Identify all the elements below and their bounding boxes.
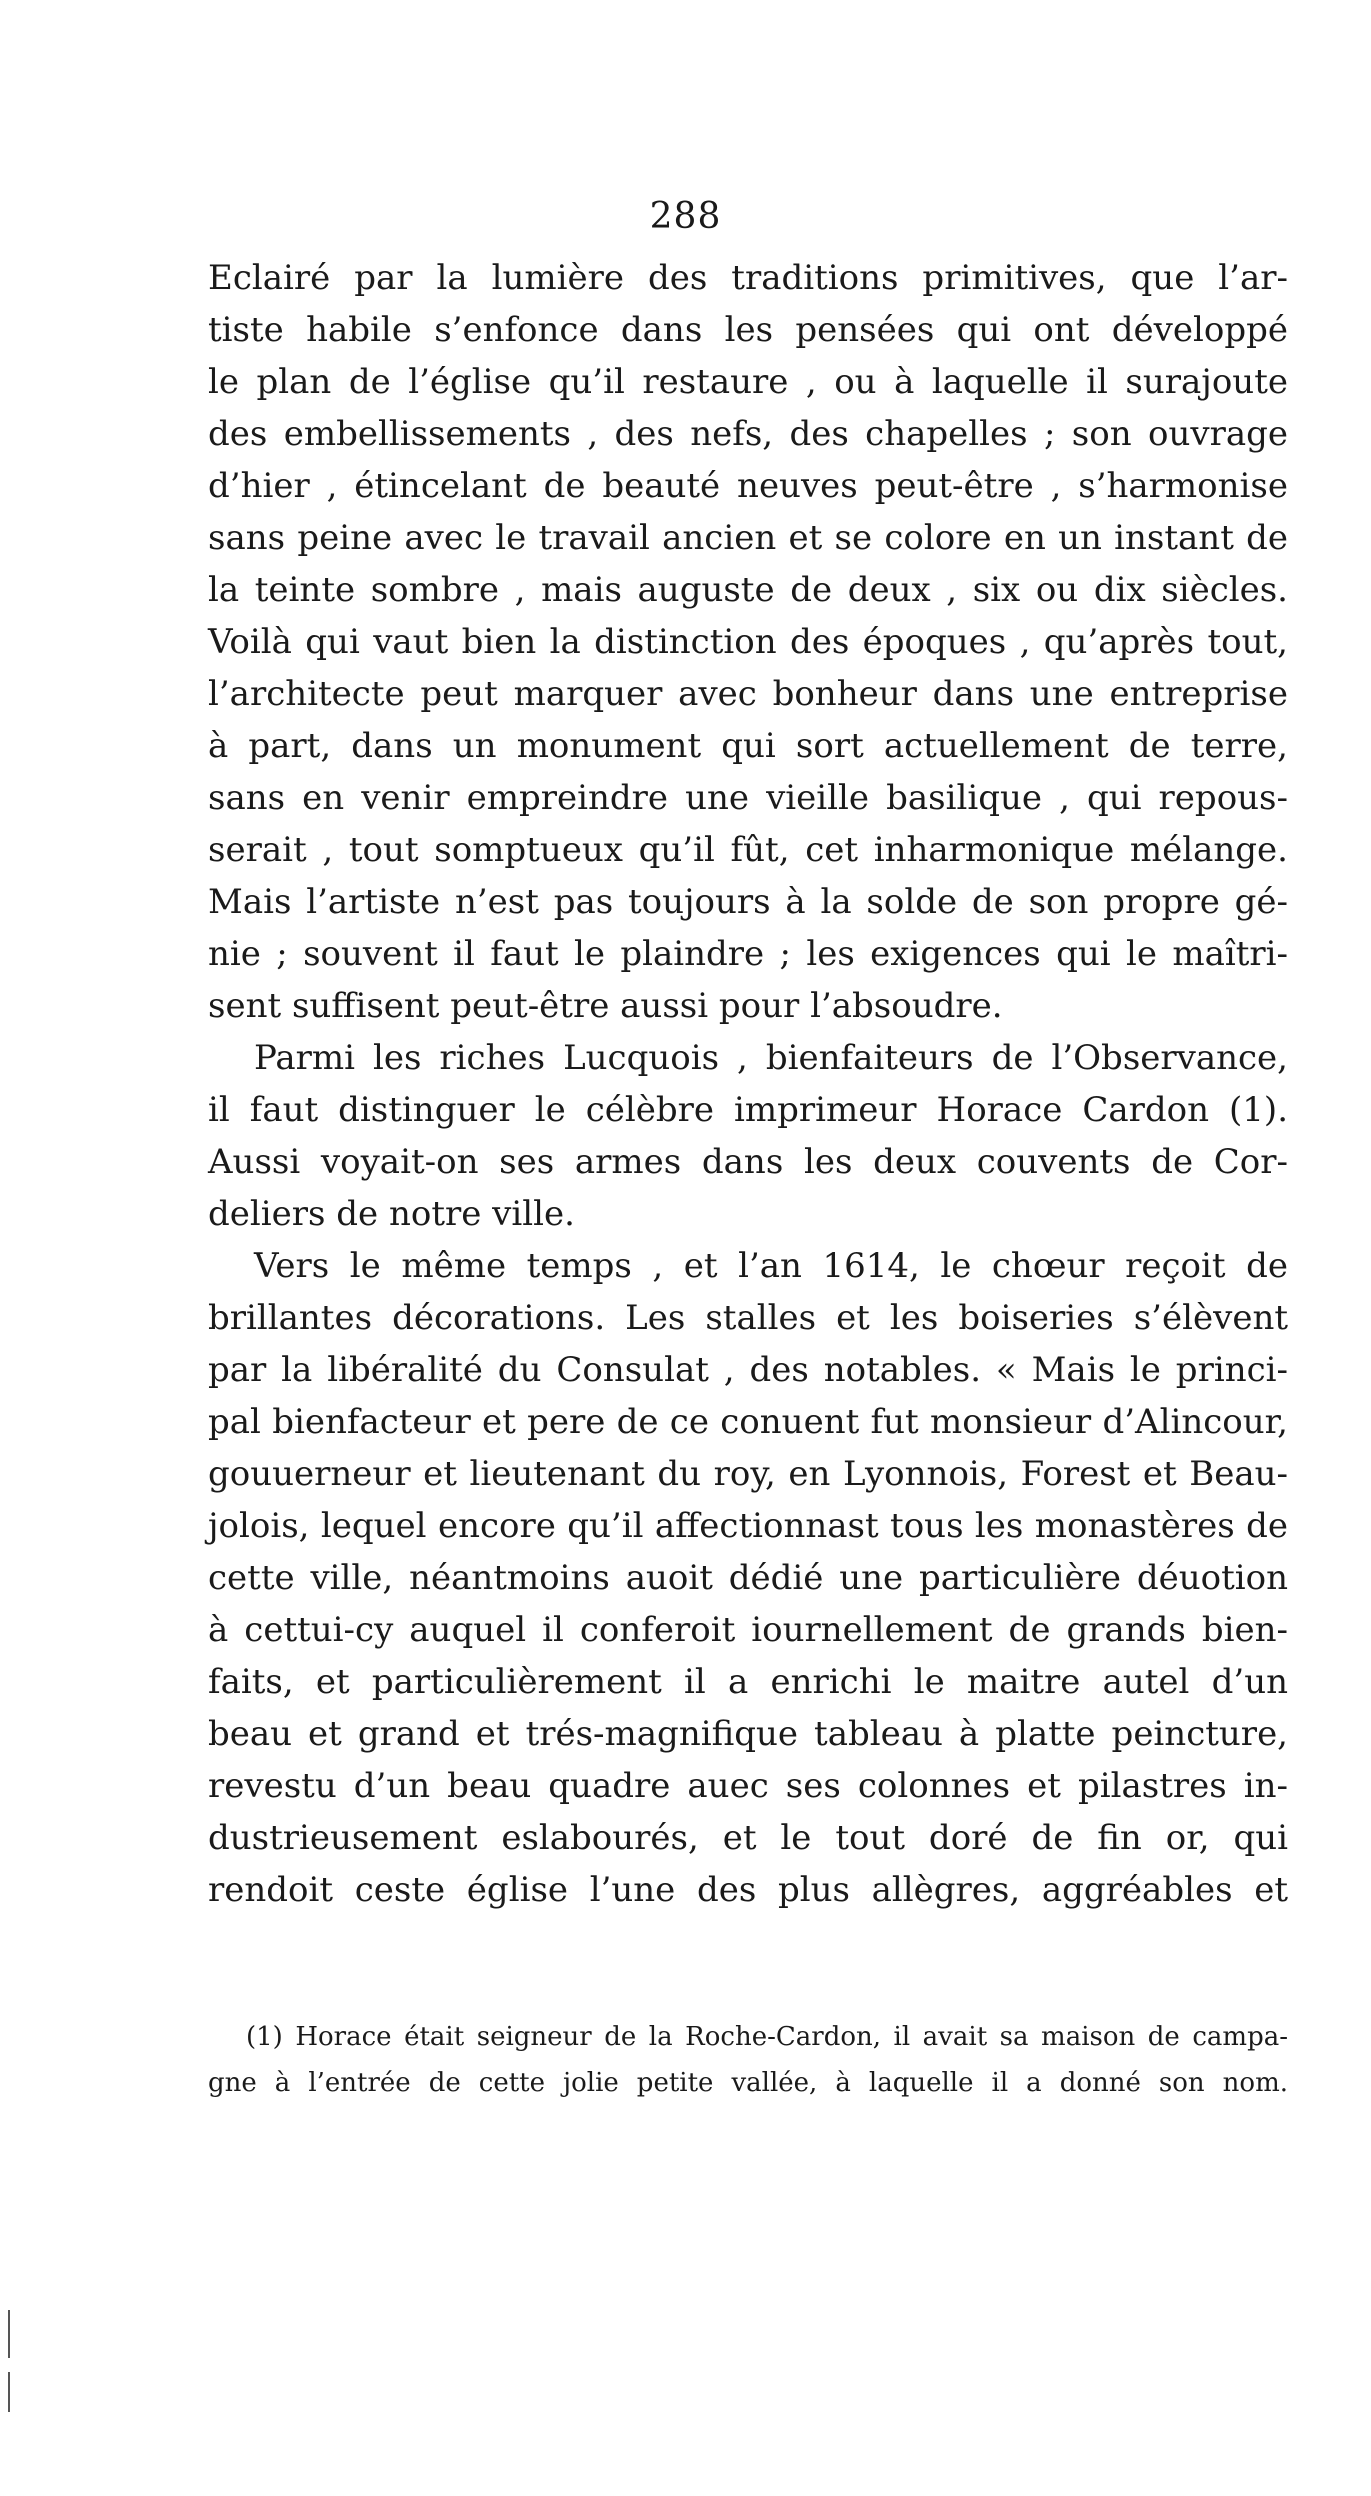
text-line: cette ville, néantmoins auoit dédié une particulière déuotion — [208, 1558, 1288, 1598]
text-line: Voilà qui vaut bien la distinction des époques , qu’après tout, — [208, 622, 1288, 662]
text-line: Aussi voyait-on ses armes dans les deux couvents de Cor- — [208, 1142, 1288, 1182]
text-line: gouuerneur et lieutenant du roy, en Lyonnois, Forest et Beau- — [208, 1454, 1288, 1494]
text-line: serait , tout somptueux qu’il fût, cet inharmonique mélange. — [208, 830, 1288, 870]
text-line: Vers le même temps , et l’an 1614, le chœur reçoit de — [254, 1246, 1288, 1286]
footnote-line: gne à l’entrée de cette jolie petite vallée, à laquelle il a donné son nom. — [208, 2068, 1288, 2098]
text-line: rendoit ceste église l’une des plus allègres, aggréables et — [208, 1870, 1288, 1910]
text-line: à cettui-cy auquel il conferoit iournellement de grands bien- — [208, 1610, 1288, 1650]
text-line: des embellissements , des nefs, des chapelles ; son ouvrage — [208, 414, 1288, 454]
text-line: sent suffisent peut-être aussi pour l’absoudre. — [208, 986, 1003, 1026]
text-line: tiste habile s’enfonce dans les pensées qui ont développé — [208, 310, 1288, 350]
text-line: à part, dans un monument qui sort actuellement de terre, — [208, 726, 1288, 766]
text-line: nie ; souvent il faut le plaindre ; les exigences qui le maîtri- — [208, 934, 1288, 974]
text-line: Eclairé par la lumière des traditions primitives, que l’ar- — [208, 258, 1288, 298]
text-line: l’architecte peut marquer avec bonheur dans une entreprise — [208, 674, 1288, 714]
text-line: beau et grand et trés-magnifique tableau à platte peincture, — [208, 1714, 1288, 1754]
text-line: il faut distinguer le célèbre imprimeur Horace Cardon (1). — [208, 1090, 1288, 1130]
text-line: sans peine avec le travail ancien et se colore en un instant de — [208, 518, 1288, 558]
footnote — [208, 2014, 1288, 2106]
text-line: le plan de l’église qu’il restaure , ou à laquelle il surajoute — [208, 362, 1288, 402]
text-line: par la libéralité du Consulat , des notables. « Mais le princi- — [208, 1350, 1288, 1390]
text-line: sans en venir empreindre une vieille basilique , qui repous- — [208, 778, 1288, 818]
text-line: brillantes décorations. Les stalles et les boiseries s’élèvent — [208, 1298, 1288, 1338]
page-number: 288 — [649, 196, 722, 237]
text-line: pal bienfacteur et pere de ce conuent fut monsieur d’Alincour, — [208, 1402, 1288, 1442]
text-line: jolois, lequel encore qu’il affectionnast tous les monastères de — [208, 1506, 1288, 1546]
text-line: revestu d’un beau quadre auec ses colonnes et pilastres in- — [208, 1766, 1288, 1806]
text-line: Mais l’artiste n’est pas toujours à la solde de son propre gé- — [208, 882, 1288, 922]
text-line: deliers de notre ville. — [208, 1194, 575, 1234]
text-line: d’hier , étincelant de beauté neuves peut-être , s’harmonise — [208, 466, 1288, 506]
margin-mark — [8, 2372, 10, 2412]
text-line: Parmi les riches Lucquois , bienfaiteurs de l’Observance, — [254, 1038, 1288, 1078]
footnote-line: (1) Horace était seigneur de la Roche-Cardon, il avait sa maison de campa- — [246, 2022, 1288, 2052]
margin-mark — [8, 2310, 10, 2358]
body-text — [208, 252, 1288, 1916]
text-line: faits, et particulièrement il a enrichi le maitre autel d’un — [208, 1662, 1288, 1702]
text-line: la teinte sombre , mais auguste de deux , six ou dix siècles. — [208, 570, 1288, 610]
text-line: dustrieusement eslabourés, et le tout doré de fin or, qui — [208, 1818, 1288, 1858]
